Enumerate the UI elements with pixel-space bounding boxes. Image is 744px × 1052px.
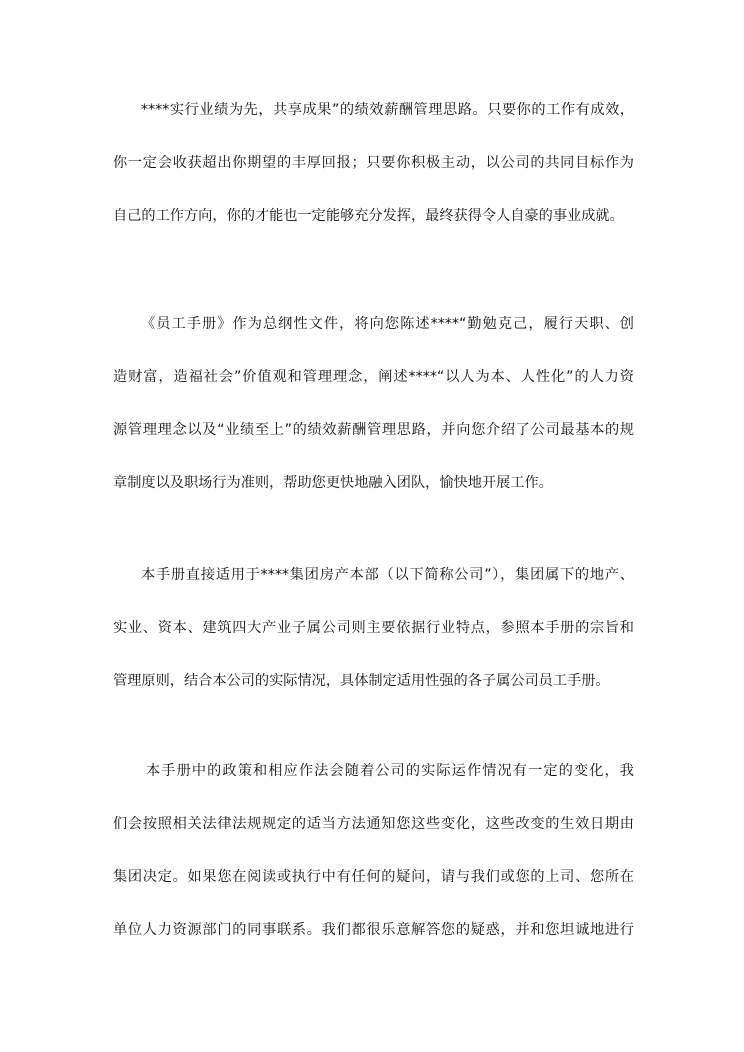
text-line: ****实行业绩为先，共享成果”的绩效薪酬管理思路。只要你的工作有成效， — [141, 102, 634, 118]
text-line: 们会按照相关法律法规规定的适当方法通知您这些变化，这些改变的生效日期由 — [113, 816, 634, 832]
text-line: 本手册中的政策和相应作法会随着公司的实际运作情况有一定的变化，我 — [146, 763, 634, 779]
text-line: 本手册直接适用于****集团房产本部（以下简称公司”），集团属下的地产、 — [141, 567, 634, 583]
paragraph-performance-philosophy — [113, 99, 634, 258]
paragraph-scope-of-application — [113, 564, 634, 723]
text-line: 单位人力资源部门的同事联系。我们都很乐意解答您的疑惑，并和您坦诚地进行 — [113, 922, 634, 938]
text-line: 管理原则，结合本公司的实际情况，具体制定适用性强的各子属公司员工手册。 — [113, 673, 610, 689]
text-line: 《员工手册》作为总纲性文件，将向您陈述****“勤勉克己，履行天职、创 — [141, 316, 634, 332]
text-line: 你一定会收获超出你期望的丰厚回报；只要你积极主动，以公司的共同目标作为 — [113, 155, 634, 171]
text-line: 集团决定。如果您在阅读或执行中有任何的疑问，请与我们或您的上司、您所在 — [113, 869, 634, 885]
paragraph-handbook-purpose — [113, 313, 634, 525]
text-line: 实业、资本、建筑四大产业子属公司则主要依据行业特点，参照本手册的宗旨和 — [113, 620, 634, 636]
text-line: 自己的工作方向，你的才能也一定能够充分发挥，最终获得令人自豪的事业成就。 — [113, 208, 624, 224]
text-line: 源管理理念以及“业绩至上”的绩效薪酬管理思路，并向您介绍了公司最基本的规 — [113, 422, 634, 438]
paragraph-policy-changes — [113, 760, 634, 972]
text-line: 章制度以及职场行为准则，帮助您更快地融入团队，愉快地开展工作。 — [113, 475, 553, 491]
text-line: 造财富，造福社会”价值观和管理理念，阐述****“以人为本、人性化”的人力资 — [113, 369, 634, 385]
